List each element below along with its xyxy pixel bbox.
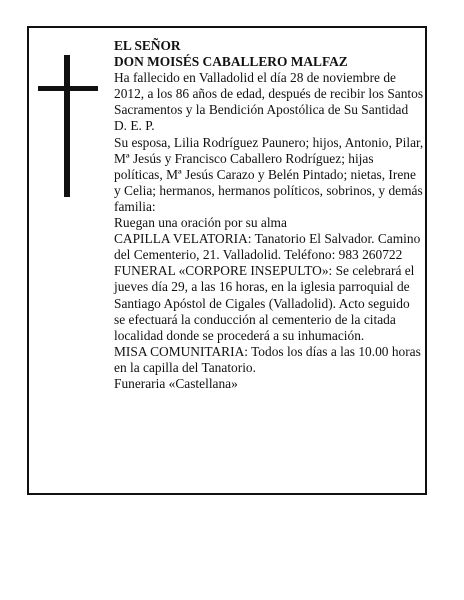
mass-info: MISA COMUNITARIA: Todos los días a las 10.00 horas en la capilla del Tanatorio. [114, 343, 421, 375]
family-members: Su esposa, Lilia Rodríguez Paunero; hijos, Antonio, Pilar, Mª Jesús y Francisco Caballero Rodríguez; hijas políticas, Mª Jesús Carazo y Belén Pintado; nietas, Irene y Celia; hermanos, hermanos políticos, sobrinos, y demás familia: [114, 134, 424, 214]
funeral-info: FUNERAL «CORPORE INSEPULTO»: Se celebrará el jueves día 29, a las 16 horas, en la iglesia parroquial de Santiago Apóstol de Cigales (Valladolid). Acto seguido se efectuará la conducción al cementerio de la citada localidad donde se procederá a su inhumación. [114, 263, 415, 343]
chapel-info: CAPILLA VELATORIA: Tanatorio El Salvador. Camino del Cementerio, 21. Valladolid. Teléfono: 983 260722 [114, 231, 421, 263]
prayer-request: Ruegan una oración por su alma [114, 215, 287, 231]
death-announcement: Ha fallecido en Valladolid el día 28 de noviembre de 2012, a los 86 años de edad, después de recibir los Santos Sacramentos y la Bendición Apostólica de Su Santidad [114, 70, 424, 118]
obituary-text [114, 38, 424, 392]
cross-vertical-bar [64, 55, 70, 197]
rest-in-peace: D. E. P. [114, 118, 155, 134]
funeral-home: Funeraria «Castellana» [114, 375, 238, 391]
cross-horizontal-bar [38, 86, 98, 91]
deceased-name: DON MOISÉS CABALLERO MALFAZ [114, 54, 348, 70]
notice-title: EL SEÑOR [114, 38, 181, 53]
cross-icon [38, 55, 98, 197]
